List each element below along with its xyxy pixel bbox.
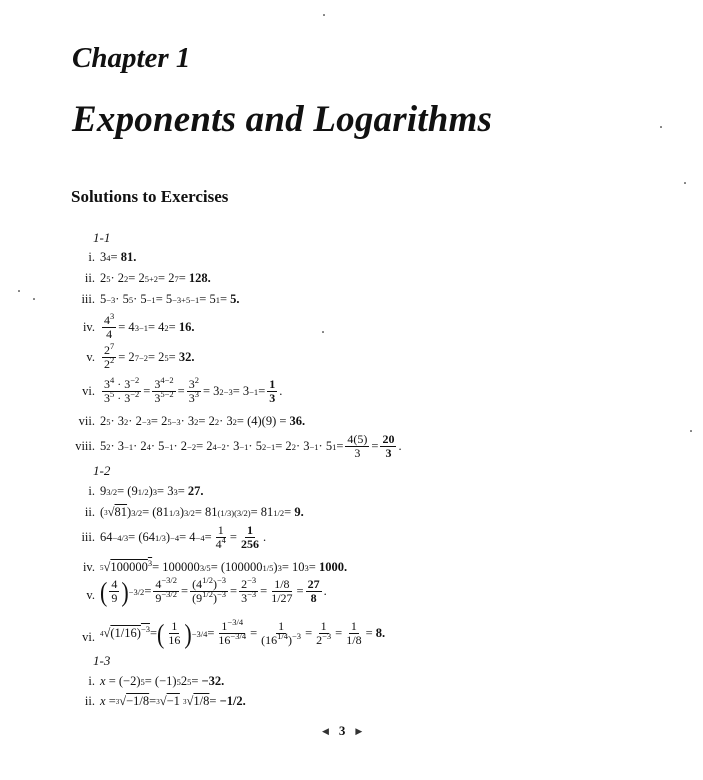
- page-number: 3: [338, 723, 346, 738]
- chapter-label: Chapter 1: [72, 42, 191, 74]
- scan-speck: [18, 290, 20, 292]
- scan-speck: [690, 430, 692, 432]
- exercise-1-2-iii: iii. 64 −4/3 = (64 1/3 ) −4 = 4 −4 = $\frac{1}{4^4}$ = $\frac{1}{256}$ .: [81, 523, 267, 551]
- exercise-1-3-ii: ii. x = 3 √ −1/8 = 3 √ −1 3 √ 1/8 = −1/2.: [84, 694, 246, 708]
- next-page-icon[interactable]: ▶: [355, 725, 363, 736]
- group-label-1-2: 1-2: [93, 463, 111, 478]
- exercise-1-2-vi: vi. 4 √ $(1/16)^{-3}$ = ( $\frac{1}{16}$ ) −3/4 = $\frac{1^{-3/4}}{16^{-3/4}}$ = $\frac{1}{(16^{1/4})^{-3}}$ = $\frac{1}{2^{-3}}$ = $\frac{1}{1/8}$ = 8.: [82, 617, 386, 649]
- exercise-1-1-viii: viii. 5 2 · 3 −1 · 2 4 · 5 −1 · 2 −2 = 2 4−2 · 3 −1 · 5 2−1 = 2 2 · 3 −1 · 5 1 = $\frac{4(5)}{3}$ = $\frac{20}{3}$ .: [75, 432, 402, 460]
- exercise-1-1-iii: iii. 5 −3 · 5 5 · 5 −1 = 5 −3+5−1 = 5 1 = 5.: [81, 292, 240, 306]
- page-navigation: [322, 723, 362, 739]
- group-label-1-3: 1-3: [93, 653, 111, 668]
- group-label-1-1: 1-1: [93, 230, 111, 245]
- exercise-1-1-vi: vi. $\frac{3^4 \cdot 3^{-2}}{3^5 \cdot 3^{-2}}$ = $\frac{3^{4-2}}{3^{5-2}}$ = $\frac{3^2}{3^3}$ = 3 2−3 = 3 −1 = $\frac{1}{3}$ .: [82, 375, 283, 405]
- scan-speck: [33, 298, 35, 300]
- scan-speck: [660, 126, 662, 128]
- exercise-1-2-ii: ii. ( 3 √ 81 ) 3/2 = (81 1/3 ) 3/2 = 81 (1/3)(3/2) = 81 1/2 = 9.: [84, 505, 304, 519]
- chapter-title: Exponents and Logarithms: [72, 99, 493, 140]
- scan-speck: [323, 14, 325, 16]
- exercise-1-2-i: i. 9 3/2 = (9 1/2 ) 3 = 3 3 = 27.: [88, 484, 204, 498]
- scan-speck: [322, 331, 324, 333]
- section-heading: Solutions to Exercises: [71, 187, 229, 206]
- scan-speck: [684, 182, 686, 184]
- exercise-1-2-v: v. ( $\frac{4}{9}$ ) −3/2 = $\frac{4^{-3/2}}{9^{-3/2}}$ = $\frac{(4^{1/2})^{-3}}{(9^{1/2})^{-3}}$ = $\frac{2^{-3}}{3^{-3}}$ = $\frac{1/8}{1/27}$ = $\frac{27}{8}$ .: [86, 575, 327, 607]
- exercise-1-1-vii: vii. 2 5 · 3 2 · 2 −3 = 2 5−3 · 3 2 = 2 2 · 3 2 = (4)(9) = 36.: [78, 414, 306, 428]
- exercise-1-1-v: v. $\frac{2^7}{2^2}$ = 2 7−2 = 2 5 = 32.: [86, 341, 195, 371]
- exercise-1-1-ii: ii. 2 5 · 2 2 = 2 5+2 = 2 7 = 128.: [84, 271, 211, 285]
- exercise-1-1-iv: iv. $\frac{4^3}{4}$ = 4 3−1 = 4 2 = 16.: [82, 311, 195, 341]
- exercise-1-2-iv: iv. 5 √ 100000$^3$ = 100000 3/5 = (100000 1/5 ) 3 = 10 3 = 1000.: [82, 558, 348, 574]
- prev-page-icon[interactable]: ◀: [322, 725, 329, 736]
- exercise-1-3-i: i. x = (−2) 5 = (−1) 5 2 5 = −32.: [88, 674, 225, 688]
- exercise-1-1-i: i. 3 4 = 81.: [88, 250, 137, 264]
